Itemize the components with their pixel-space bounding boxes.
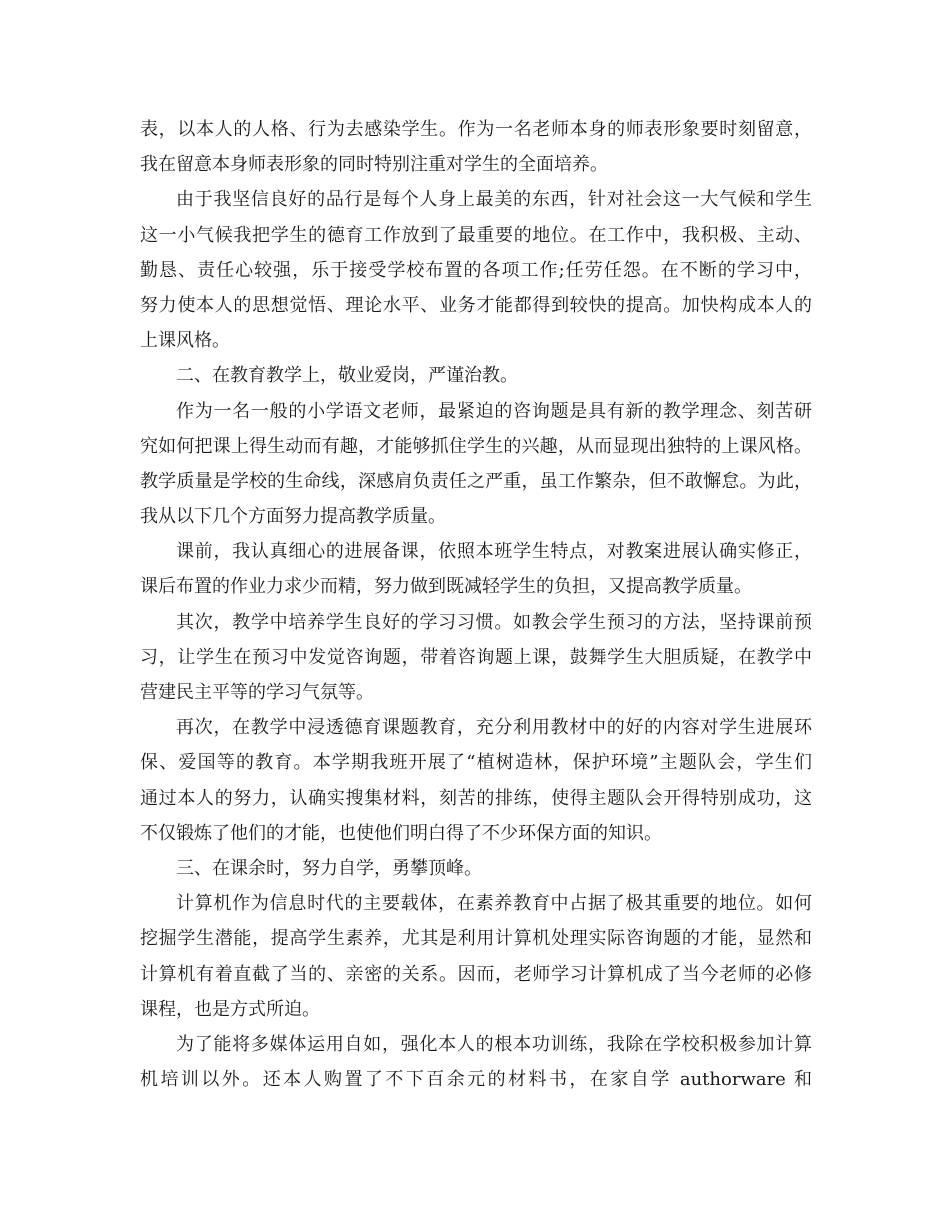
text-line: 习，让学生在预习中发觉咨询题，带着咨询题上课，鼓舞学生大胆质疑，在教学中: [140, 646, 812, 668]
section-heading: 三、在课余时，努力自学，勇攀顶峰。: [176, 857, 482, 879]
text-line: 不仅锻炼了他们的才能，也使他们明白得了不少环保方面的知识。: [140, 822, 662, 844]
paragraph-start-line: 再次，在教学中浸透德育课题教育，充分利用教材中的好的内容对学生进展环: [176, 717, 812, 739]
text-line: 课后布置的作业力求少而精，努力做到既减轻学生的负担，又提高教学质量。: [140, 576, 752, 598]
text-line: 计算机有着直截了当的、亲密的关系。因而，老师学习计算机成了当今老师的必修: [140, 963, 812, 985]
text-line: 机培训以外。还本人购置了不下百余元的材料书，在家自学 authorware 和: [140, 1069, 812, 1091]
text-line: 表，以本人的人格、行为去感染学生。作为一名老师本身的师表形象要时刻留意，: [140, 119, 812, 140]
text-line: 究如何把课上得生动而有趣，才能够抓住学生的兴趣，从而显现出独特的上课风格。: [140, 435, 812, 457]
paragraph-start-line: 其次，教学中培养学生良好的学习习惯。如教会学生预习的方法，坚持课前预: [176, 611, 812, 633]
text-line: 我在留意本身师表形象的同时特别注重对学生的全面培养。: [140, 154, 608, 176]
paragraph-start-line: 由于我坚信良好的品行是每个人身上最美的东西，针对社会这一大气候和学生: [176, 189, 812, 211]
text-line: 努力使本人的思想觉悟、理论水平、业务才能都得到较快的提高。加快构成本人的: [140, 294, 812, 316]
text-line: 我从以下几个方面努力提高教学质量。: [140, 506, 446, 528]
paragraph-start-line: 为了能将多媒体运用自如，强化本人的根本功训练，我除在学校积极参加计算: [176, 1033, 812, 1055]
text-line: 勤恳、责任心较强，乐于接受学校布置的各项工作;任劳任怨。在不断的学习中，: [140, 259, 812, 281]
text-line: 教学质量是学校的生命线，深感肩负责任之严重，虽工作繁杂，但不敢懈怠。为此，: [140, 470, 812, 492]
paragraph-start-line: 作为一名一般的小学语文老师，最紧迫的咨询题是具有新的教学理念、刻苦研: [176, 400, 812, 422]
paragraph-start-line: 计算机作为信息时代的主要载体，在素养教育中占据了极其重要的地位。如何: [176, 893, 812, 915]
text-line: 挖掘学生潜能，提高学生素养，尤其是利用计算机处理实际咨询题的才能，显然和: [140, 928, 812, 950]
text-line: 这一小气候我把学生的德育工作放到了最重要的地位。在工作中，我积极、主动、: [140, 224, 812, 246]
document-body: [140, 112, 812, 1097]
section-heading: 二、在教育教学上，敬业爱岗，严谨治教。: [176, 365, 518, 387]
text-line: 上课风格。: [140, 330, 230, 352]
text-line: 课程，也是方式所迫。: [140, 998, 320, 1020]
text-line: 保、爱国等的教育。本学期我班开展了“植树造林，保护环境”主题队会，学生们: [140, 752, 812, 774]
text-line: 营建民主平等的学习气氛等。: [140, 682, 374, 703]
paragraph-start-line: 课前，我认真细心的进展备课，依照本班学生特点，对教案进展认确实修正，: [176, 541, 812, 563]
text-line: 通过本人的努力，认确实搜集材料，刻苦的排练，使得主题队会开得特别成功，这: [140, 787, 812, 809]
